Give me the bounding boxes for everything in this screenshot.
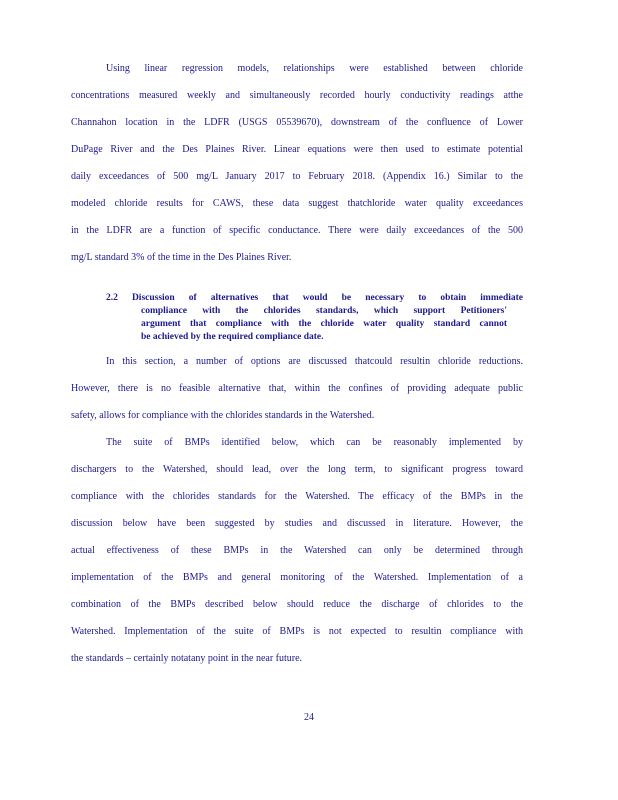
paragraph-1-line: Using linear regression models, relationships were established between chloride: [106, 63, 523, 74]
paragraph-1-line: modeled chloride results for CAWS, these data suggest thatchloride water quality exceedances: [71, 198, 523, 209]
paragraph-3-line: combination of the BMPs described below should reduce the discharge of chlorides to the: [71, 599, 523, 610]
section-heading-line: argument that compliance with the chloride water quality standard cannot: [141, 319, 507, 329]
paragraph-3-line: The suite of BMPs identified below, which can be reasonably implemented by: [106, 437, 523, 448]
section-heading-line: 2.2 Discussion of alternatives that would be necessary to obtain immediate: [106, 293, 523, 303]
paragraph-3-line: the standards – certainly notatany point in the near future.: [71, 653, 303, 664]
paragraph-2-line: In this section, a number of options are discussed thatcould resultin chloride reductions.: [106, 356, 523, 367]
paragraph-1-line: daily exceedances of 500 mg/L January 2017 to February 2018. (Appendix 16.) Similar to the: [71, 171, 523, 182]
paragraph-1-line: in the LDFR are a function of specific conductance. There were daily exceedances of the 500: [71, 225, 523, 236]
paragraph-3-line: Watershed. Implementation of the suite of BMPs is not expected to resultin compliance with: [71, 626, 523, 637]
paragraph-1-line: Channahon location in the LDFR (USGS 05539670), downstream of the confluence of Lower: [71, 117, 523, 128]
paragraph-2-line: However, there is no feasible alternative that, within the confines of providing adequate public: [71, 383, 523, 394]
paragraph-1-line: mg/L standard 3% of the time in the Des Plaines River.: [71, 252, 292, 263]
paragraph-1-line: DuPage River and the Des Plaines River. Linear equations were then used to estimate potential: [71, 144, 523, 155]
paragraph-3-line: implementation of the BMPs and general monitoring of the Watershed. Implementation of a: [71, 572, 523, 583]
paragraph-3-line: discussion below have been suggested by studies and discussed in literature. However, the: [71, 518, 523, 529]
paragraph-3-line: dischargers to the Watershed, should lead, over the long term, to significant progress toward: [71, 464, 523, 475]
paragraph-2-line: safety, allows for compliance with the chlorides standards in the Watershed.: [71, 410, 375, 421]
paragraph-1-line: concentrations measured weekly and simultaneously recorded hourly conductivity readings atthe: [71, 90, 523, 101]
section-heading-line: be achieved by the required compliance date.: [141, 332, 324, 342]
page-number: 24: [304, 712, 314, 723]
paragraph-3-line: actual effectiveness of these BMPs in the Watershed can only be determined through: [71, 545, 523, 556]
paragraph-3-line: compliance with the chlorides standards for the Watershed. The efficacy of the BMPs in the: [71, 491, 523, 502]
section-heading-line: compliance with the chlorides standards, which support Petitioners': [141, 306, 507, 316]
